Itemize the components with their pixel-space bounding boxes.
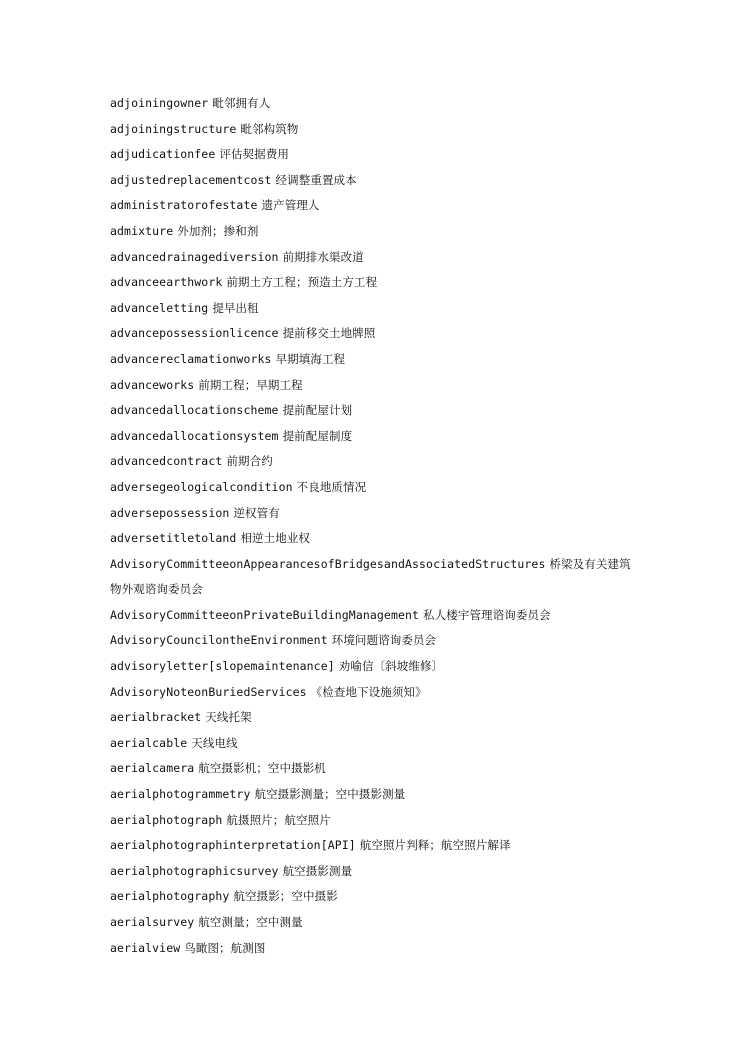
- glossary-entry: [110, 373, 710, 399]
- glossary-entry: [110, 731, 710, 757]
- glossary-entry: [110, 936, 710, 962]
- glossary-entry: [110, 117, 710, 143]
- glossary-entry: [110, 910, 710, 936]
- entry-definition: 毗邻构筑物: [240, 121, 299, 136]
- entry-term: AdvisoryCommitteeonAppearancesofBridgesandAssociatedStructures: [110, 556, 546, 571]
- glossary-entry: [110, 296, 710, 322]
- entry-definition: 早期填海工程: [275, 351, 346, 366]
- entry-term: aerialphotogrammetry: [110, 787, 251, 802]
- glossary-entry: [110, 449, 710, 475]
- glossary-entry: [110, 756, 710, 782]
- glossary-entry: [110, 884, 710, 910]
- entry-definition: 航空摄影机；空中摄影机: [198, 761, 326, 776]
- entry-definition: 环境问题谘询委员会: [331, 633, 437, 648]
- entry-term: aerialphotography: [110, 889, 230, 904]
- glossary-entry: [110, 628, 710, 654]
- entry-definition: 经调整重置成本: [275, 172, 357, 187]
- entry-definition: 鸟瞰图；航测图: [184, 940, 266, 955]
- entry-term: adversegeologicalcondition: [110, 479, 293, 494]
- entry-definition: 劝喻信〔斜坡维修〕: [338, 659, 444, 674]
- entry-term: aerialcable: [110, 735, 188, 750]
- glossary-entry: [110, 680, 710, 706]
- glossary-entry: [110, 142, 710, 168]
- entry-term: aerialview: [110, 940, 181, 955]
- entry-definition: 航空摄影测量: [282, 863, 353, 878]
- glossary-entry: [110, 833, 710, 859]
- entry-term: adjoiningowner: [110, 96, 209, 110]
- glossary-entry: [110, 168, 710, 194]
- entry-term: aerialsurvey: [110, 915, 195, 929]
- entry-definition: 毗邻拥有人: [212, 96, 271, 110]
- entry-term: adversetitletoland: [110, 531, 237, 546]
- entry-definition: 航摄照片；航空照片: [226, 812, 331, 827]
- entry-definition: 提早出租: [212, 300, 259, 315]
- entry-definition: 不良地质情况: [296, 479, 367, 494]
- glossary-entry: [110, 347, 710, 373]
- entry-term: adversepossession: [110, 505, 230, 520]
- glossary-entry: [110, 808, 710, 834]
- entry-term: aerialphotograph: [110, 812, 223, 827]
- glossary-entry: [110, 782, 710, 808]
- glossary-entry: [110, 526, 710, 552]
- glossary-entry: [110, 654, 710, 680]
- entry-term: aerialphotographinterpretation[API]: [110, 838, 356, 853]
- entry-term: AdvisoryCouncilontheEnvironment: [110, 633, 328, 648]
- entry-term: advancedallocationscheme: [110, 403, 279, 418]
- glossary-entry: [110, 219, 710, 245]
- entry-term: advancedrainagediversion: [110, 249, 279, 264]
- entry-term: advancereclamationworks: [110, 351, 272, 366]
- entry-definition: 天线托架: [205, 710, 252, 725]
- entry-term: advisoryletter[slopemaintenance]: [110, 659, 335, 674]
- entry-term: aerialbracket: [110, 710, 202, 725]
- entry-definition: 桥梁及有关建筑物外观谘询委员会: [110, 556, 631, 597]
- entry-term: aerialcamera: [110, 761, 195, 776]
- entry-definition: 提前配屋制度: [282, 428, 353, 443]
- glossary-entry: [110, 245, 710, 271]
- entry-definition: 天线电线: [191, 735, 238, 750]
- entry-term: advancedallocationsystem: [110, 428, 279, 443]
- entry-definition: 评估契据费用: [219, 147, 289, 162]
- entry-definition: 航空摄影；空中摄影: [233, 889, 338, 904]
- glossary-entry: [110, 321, 710, 347]
- glossary-entry: [110, 424, 710, 450]
- entry-term: AdvisoryCommitteeonPrivateBuildingManagement: [110, 607, 420, 622]
- entry-term: advanceletting: [110, 300, 209, 315]
- glossary-entry: [110, 552, 640, 603]
- entry-term: adjoiningstructure: [110, 121, 237, 136]
- entry-definition: 航空摄影测量；空中摄影测量: [254, 787, 406, 802]
- entry-term: aerialphotographicsurvey: [110, 863, 279, 878]
- entry-term: administratorofestate: [110, 198, 258, 213]
- glossary-entry: [110, 91, 710, 117]
- entry-definition: 前期合约: [226, 454, 273, 469]
- entry-term: advancepossessionlicence: [110, 326, 279, 341]
- entry-definition: 航空测量；空中测量: [198, 915, 303, 929]
- glossary-entry: [110, 398, 710, 424]
- entry-term: advancedcontract: [110, 454, 223, 469]
- entry-definition: 《检查地下设施须知》: [310, 684, 427, 699]
- entry-definition: 私人楼宇管理谘询委员会: [423, 607, 551, 622]
- glossary-entry: [110, 270, 710, 296]
- entry-definition: 前期土方工程；预造土方工程: [226, 275, 378, 290]
- entry-definition: 遗产管理人: [261, 198, 320, 213]
- entry-definition: 前期排水渠改道: [282, 249, 364, 264]
- entry-definition: 航空照片判释；航空照片解译: [359, 838, 511, 853]
- entry-term: AdvisoryNoteonBuriedServices: [110, 684, 307, 699]
- glossary-entry: [110, 603, 710, 629]
- glossary-page: [110, 91, 710, 961]
- glossary-entry: [110, 475, 710, 501]
- entry-definition: 相逆土地业权: [240, 531, 311, 546]
- entry-term: advanceearthwork: [110, 275, 223, 290]
- entry-definition: 前期工程；早期工程: [198, 377, 303, 392]
- glossary-entry: [110, 501, 710, 527]
- entry-term: adjustedreplacementcost: [110, 172, 272, 187]
- entry-definition: 外加剂；掺和剂: [177, 223, 259, 238]
- glossary-entry: [110, 859, 710, 885]
- entry-definition: 提前移交土地牌照: [282, 326, 376, 341]
- entry-term: adjudicationfee: [110, 147, 216, 162]
- entry-definition: 提前配屋计划: [282, 403, 353, 418]
- glossary-entry: [110, 193, 710, 219]
- entry-definition: 逆权管有: [233, 505, 280, 520]
- glossary-entry: [110, 705, 710, 731]
- entry-term: advanceworks: [110, 377, 195, 392]
- entry-term: admixture: [110, 223, 174, 238]
